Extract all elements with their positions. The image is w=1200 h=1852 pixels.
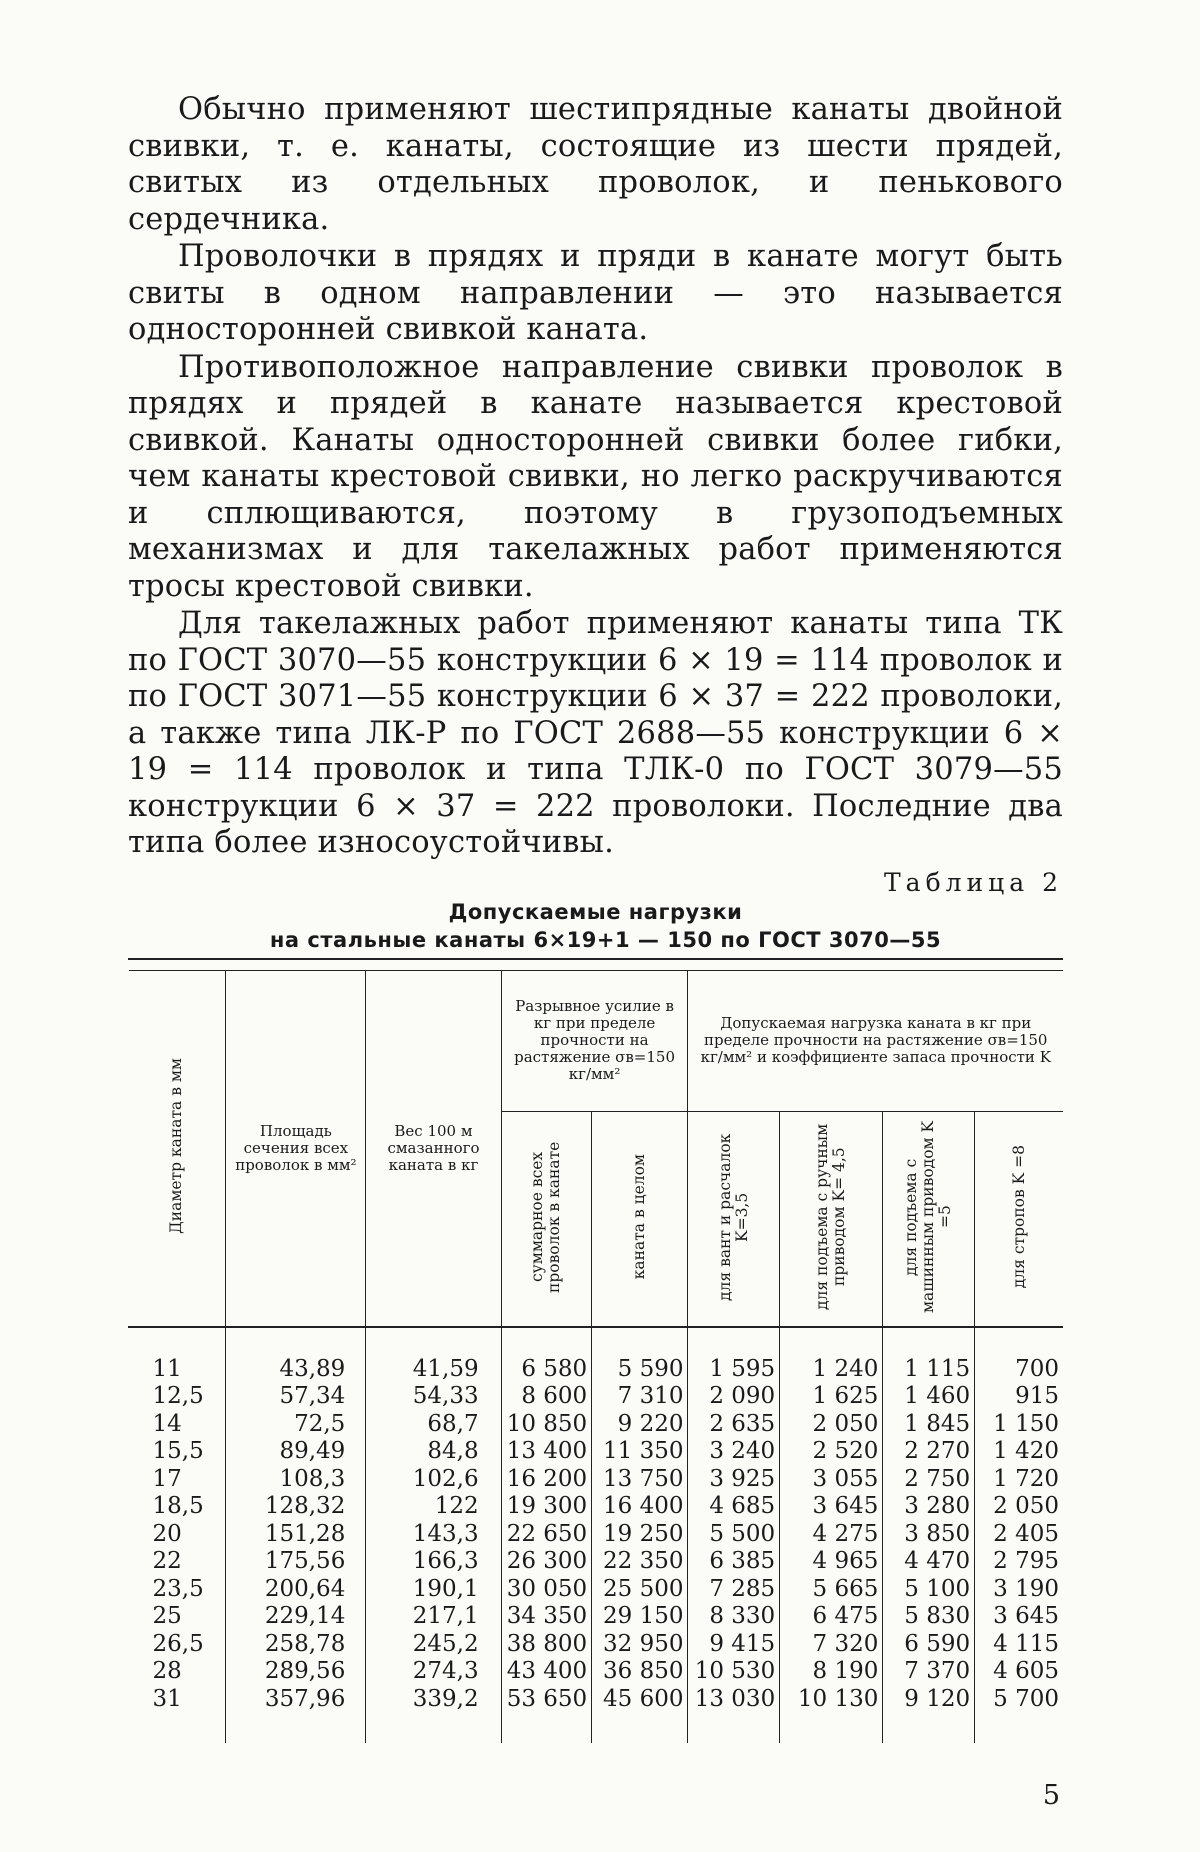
cell-load-k8: 2 795: [975, 1548, 1063, 1576]
table-row: [129, 1383, 1064, 1411]
cell-load-k45: 6 475: [780, 1603, 883, 1631]
cell-breaking-whole: 22 350: [592, 1548, 688, 1576]
header-load-k45: для подъема с ручным приводом K= 4,5: [780, 1111, 883, 1327]
paragraph-4: Для такелажных работ применяют канаты типа ТК по ГОСТ 3070—55 конструкции 6 × 19 = 114 проволок и по ГОСТ 3071—55 конструкции 6 × 37 = 222 проволоки, а также типа ЛК-Р по ГОСТ 2688—55 конструкции 6 × 19 = 114 проволок и типа ТЛК-0 по ГОСТ 3079—55 конструкции 6 × 37 = 222 проволоки. Последние два типа более износоустойчивы.: [128, 606, 1063, 860]
header-area: Площадь сечения всех проволок в мм²: [226, 970, 366, 1327]
cell-weight: 339,2: [366, 1686, 501, 1744]
cell-load-k45: 3 055: [780, 1466, 883, 1494]
cell-breaking-sum: 19 300: [501, 1493, 592, 1521]
cell-breaking-sum: 43 400: [501, 1658, 592, 1686]
cell-diameter: 23,5: [152, 1575, 204, 1602]
cell-load-k8: 3 190: [975, 1576, 1063, 1604]
table-body: [129, 1327, 1064, 1744]
cell-load-k45: 4 275: [780, 1521, 883, 1549]
cell-load-k35: 6 385: [688, 1548, 780, 1576]
cell-area: 108,3: [226, 1466, 366, 1494]
table-row: [129, 1466, 1064, 1494]
cell-breaking-sum: 30 050: [501, 1576, 592, 1604]
cell-weight: 68,7: [366, 1411, 501, 1439]
cell-load-k35: 4 685: [688, 1493, 780, 1521]
cell-load-k5: 5 830: [883, 1603, 975, 1631]
cell-breaking-whole: 13 750: [592, 1466, 688, 1494]
table-label: Таблица 2: [883, 867, 1063, 897]
cell-breaking-whole: 11 350: [592, 1438, 688, 1466]
loads-table: [128, 970, 1063, 1744]
cell-weight: 54,33: [366, 1383, 501, 1411]
cell-load-k45: 5 665: [780, 1576, 883, 1604]
cell-load-k8: 700: [975, 1328, 1063, 1384]
cell-diameter: 22: [152, 1548, 182, 1574]
cell-area: 200,64: [226, 1576, 366, 1604]
table-row: [129, 1493, 1064, 1521]
cell-breaking-whole: 25 500: [592, 1576, 688, 1604]
cell-breaking-sum: 38 800: [501, 1631, 592, 1659]
cell-weight: 102,6: [366, 1466, 501, 1494]
title-rule: [128, 958, 1063, 960]
cell-breaking-sum: 13 400: [501, 1438, 592, 1466]
table-title: [128, 898, 1063, 954]
cell-load-k5: 1 845: [883, 1411, 975, 1439]
cell-weight: 245,2: [366, 1631, 501, 1659]
cell-diameter: 26,5: [152, 1630, 204, 1657]
cell-area: 43,89: [226, 1328, 366, 1384]
cell-weight: 190,1: [366, 1576, 501, 1604]
table-row: [129, 1521, 1064, 1549]
cell-area: 89,49: [226, 1438, 366, 1466]
cell-weight: 274,3: [366, 1658, 501, 1686]
cell-load-k5: 3 280: [883, 1493, 975, 1521]
cell-load-k8: 4 605: [975, 1658, 1063, 1686]
cell-breaking-sum: 34 350: [501, 1603, 592, 1631]
cell-load-k35: 2 635: [688, 1411, 780, 1439]
cell-load-k8: 2 050: [975, 1493, 1063, 1521]
cell-load-k45: 1 240: [780, 1328, 883, 1384]
cell-area: 357,96: [226, 1686, 366, 1744]
table-row: [129, 1411, 1064, 1439]
cell-breaking-sum: 10 850: [501, 1411, 592, 1439]
cell-breaking-whole: 19 250: [592, 1521, 688, 1549]
cell-load-k8: 4 115: [975, 1631, 1063, 1659]
cell-load-k35: 7 285: [688, 1576, 780, 1604]
cell-load-k45: 3 645: [780, 1493, 883, 1521]
cell-breaking-whole: 9 220: [592, 1411, 688, 1439]
cell-diameter: 28: [152, 1658, 182, 1684]
page-content: [128, 92, 1063, 1743]
cell-load-k5: 1 460: [883, 1383, 975, 1411]
cell-breaking-sum: 22 650: [501, 1521, 592, 1549]
cell-load-k5: 1 115: [883, 1328, 975, 1384]
cell-diameter: 12,5: [152, 1383, 204, 1409]
cell-diameter: 11: [152, 1355, 182, 1382]
cell-diameter: 20: [152, 1520, 182, 1547]
cell-breaking-sum: 16 200: [501, 1466, 592, 1494]
table-row: [129, 1686, 1064, 1744]
cell-load-k8: 1 150: [975, 1411, 1063, 1439]
cell-load-k8: 1 720: [975, 1466, 1063, 1494]
header-load-k35: для вант и расчалок K=3,5: [688, 1111, 780, 1327]
cell-breaking-whole: 29 150: [592, 1603, 688, 1631]
cell-diameter: 17: [152, 1465, 182, 1492]
cell-load-k35: 1 595: [688, 1328, 780, 1384]
header-breaking-sum: суммарное всех проволок в канате: [501, 1111, 592, 1327]
cell-breaking-sum: 53 650: [501, 1686, 592, 1744]
cell-load-k8: 2 405: [975, 1521, 1063, 1549]
cell-diameter: 14: [152, 1410, 182, 1437]
cell-diameter: 18,5: [152, 1493, 204, 1519]
cell-load-k45: 7 320: [780, 1631, 883, 1659]
cell-load-k35: 10 530: [688, 1658, 780, 1686]
header-load-k5: для подъема с машинным приводом K =5: [883, 1111, 975, 1327]
cell-load-k5: 3 850: [883, 1521, 975, 1549]
cell-load-k45: 1 625: [780, 1383, 883, 1411]
cell-load-k5: 2 270: [883, 1438, 975, 1466]
cell-load-k35: 5 500: [688, 1521, 780, 1549]
cell-load-k5: 6 590: [883, 1631, 975, 1659]
cell-breaking-sum: 8 600: [501, 1383, 592, 1411]
cell-load-k8: 5 700: [975, 1686, 1063, 1744]
table-row: [129, 1438, 1064, 1466]
cell-load-k45: 2 520: [780, 1438, 883, 1466]
cell-load-k5: 4 470: [883, 1548, 975, 1576]
header-load-k8: для стропов K =8: [975, 1111, 1063, 1327]
cell-weight: 41,59: [366, 1328, 501, 1384]
cell-load-k5: 9 120: [883, 1686, 975, 1744]
cell-breaking-sum: 6 580: [501, 1328, 592, 1384]
cell-load-k35: 9 415: [688, 1631, 780, 1659]
cell-load-k5: 5 100: [883, 1576, 975, 1604]
header-breaking-whole: каната в целом: [592, 1111, 688, 1327]
cell-area: 128,32: [226, 1493, 366, 1521]
paragraph-2: Проволочки в прядях и пряди в канате могут быть свиты в одном направлении — это называется односторонней свивкой каната.: [128, 239, 1063, 347]
paragraph-1: Обычно применяют шестипрядные канаты двойной свивки, т. е. канаты, состоящие из шести прядей, свитых из отдельных проволок, и пенькового сердечника.: [128, 92, 1063, 237]
cell-load-k45: 8 190: [780, 1658, 883, 1686]
cell-weight: 84,8: [366, 1438, 501, 1466]
cell-breaking-whole: 16 400: [592, 1493, 688, 1521]
page-number: 5: [1042, 1780, 1060, 1811]
cell-diameter: 31: [152, 1685, 182, 1712]
table-row: [129, 1576, 1064, 1604]
cell-weight: 143,3: [366, 1521, 501, 1549]
cell-diameter: 15,5: [152, 1438, 204, 1464]
paragraph-3: Противоположное направление свивки проволок в прядях и прядей в канате называется крестовой свивкой. Канаты односторонней свивки более гибки, чем канаты крестовой свивки, но легко раскручиваются и сплющиваются, поэтому в грузоподъемных механизмах и для такелажных работ применяются тросы крестовой свивки.: [128, 349, 1063, 604]
header-weight: Вес 100 м смазанного каната в кг: [366, 970, 501, 1327]
header-breaking-group: Разрывное усилие в кг при пределе прочности на растяжение σв=150 кг/мм²: [501, 970, 688, 1111]
cell-weight: 122: [366, 1493, 501, 1521]
table-title-line-1: Допускаемые нагрузки: [448, 899, 743, 924]
cell-load-k35: 2 090: [688, 1383, 780, 1411]
table-row: [129, 1658, 1064, 1686]
table-row: [129, 1328, 1064, 1384]
cell-breaking-sum: 26 300: [501, 1548, 592, 1576]
cell-load-k45: 4 965: [780, 1548, 883, 1576]
cell-breaking-whole: 36 850: [592, 1658, 688, 1686]
cell-area: 229,14: [226, 1603, 366, 1631]
cell-area: 151,28: [226, 1521, 366, 1549]
cell-area: 289,56: [226, 1658, 366, 1686]
cell-weight: 166,3: [366, 1548, 501, 1576]
cell-load-k8: 915: [975, 1383, 1063, 1411]
cell-breaking-whole: 5 590: [592, 1328, 688, 1384]
cell-load-k35: 3 925: [688, 1466, 780, 1494]
table-row: [129, 1548, 1064, 1576]
cell-breaking-whole: 32 950: [592, 1631, 688, 1659]
cell-area: 175,56: [226, 1548, 366, 1576]
cell-load-k45: 10 130: [780, 1686, 883, 1744]
table-title-line-2: на стальные канаты 6×19+1 — 150 по ГОСТ 3070—55: [269, 927, 942, 952]
cell-area: 72,5: [226, 1411, 366, 1439]
table-row: [129, 1631, 1064, 1659]
cell-load-k5: 2 750: [883, 1466, 975, 1494]
header-load-group: Допускаемая нагрузка каната в кг при пределе прочности на растяжение σв=150 кг/мм² и коэффициенте запаса прочности K: [688, 970, 1063, 1111]
cell-load-k8: 3 645: [975, 1603, 1063, 1631]
cell-area: 258,78: [226, 1631, 366, 1659]
header-diameter: Диаметр каната в мм: [129, 970, 226, 1327]
cell-breaking-whole: 45 600: [592, 1686, 688, 1744]
cell-load-k35: 3 240: [688, 1438, 780, 1466]
cell-load-k35: 8 330: [688, 1603, 780, 1631]
cell-area: 57,34: [226, 1383, 366, 1411]
cell-diameter: 25: [152, 1603, 182, 1629]
cell-load-k8: 1 420: [975, 1438, 1063, 1466]
cell-weight: 217,1: [366, 1603, 501, 1631]
table-row: [129, 1603, 1064, 1631]
cell-load-k45: 2 050: [780, 1411, 883, 1439]
cell-breaking-whole: 7 310: [592, 1383, 688, 1411]
cell-load-k35: 13 030: [688, 1686, 780, 1744]
cell-load-k5: 7 370: [883, 1658, 975, 1686]
